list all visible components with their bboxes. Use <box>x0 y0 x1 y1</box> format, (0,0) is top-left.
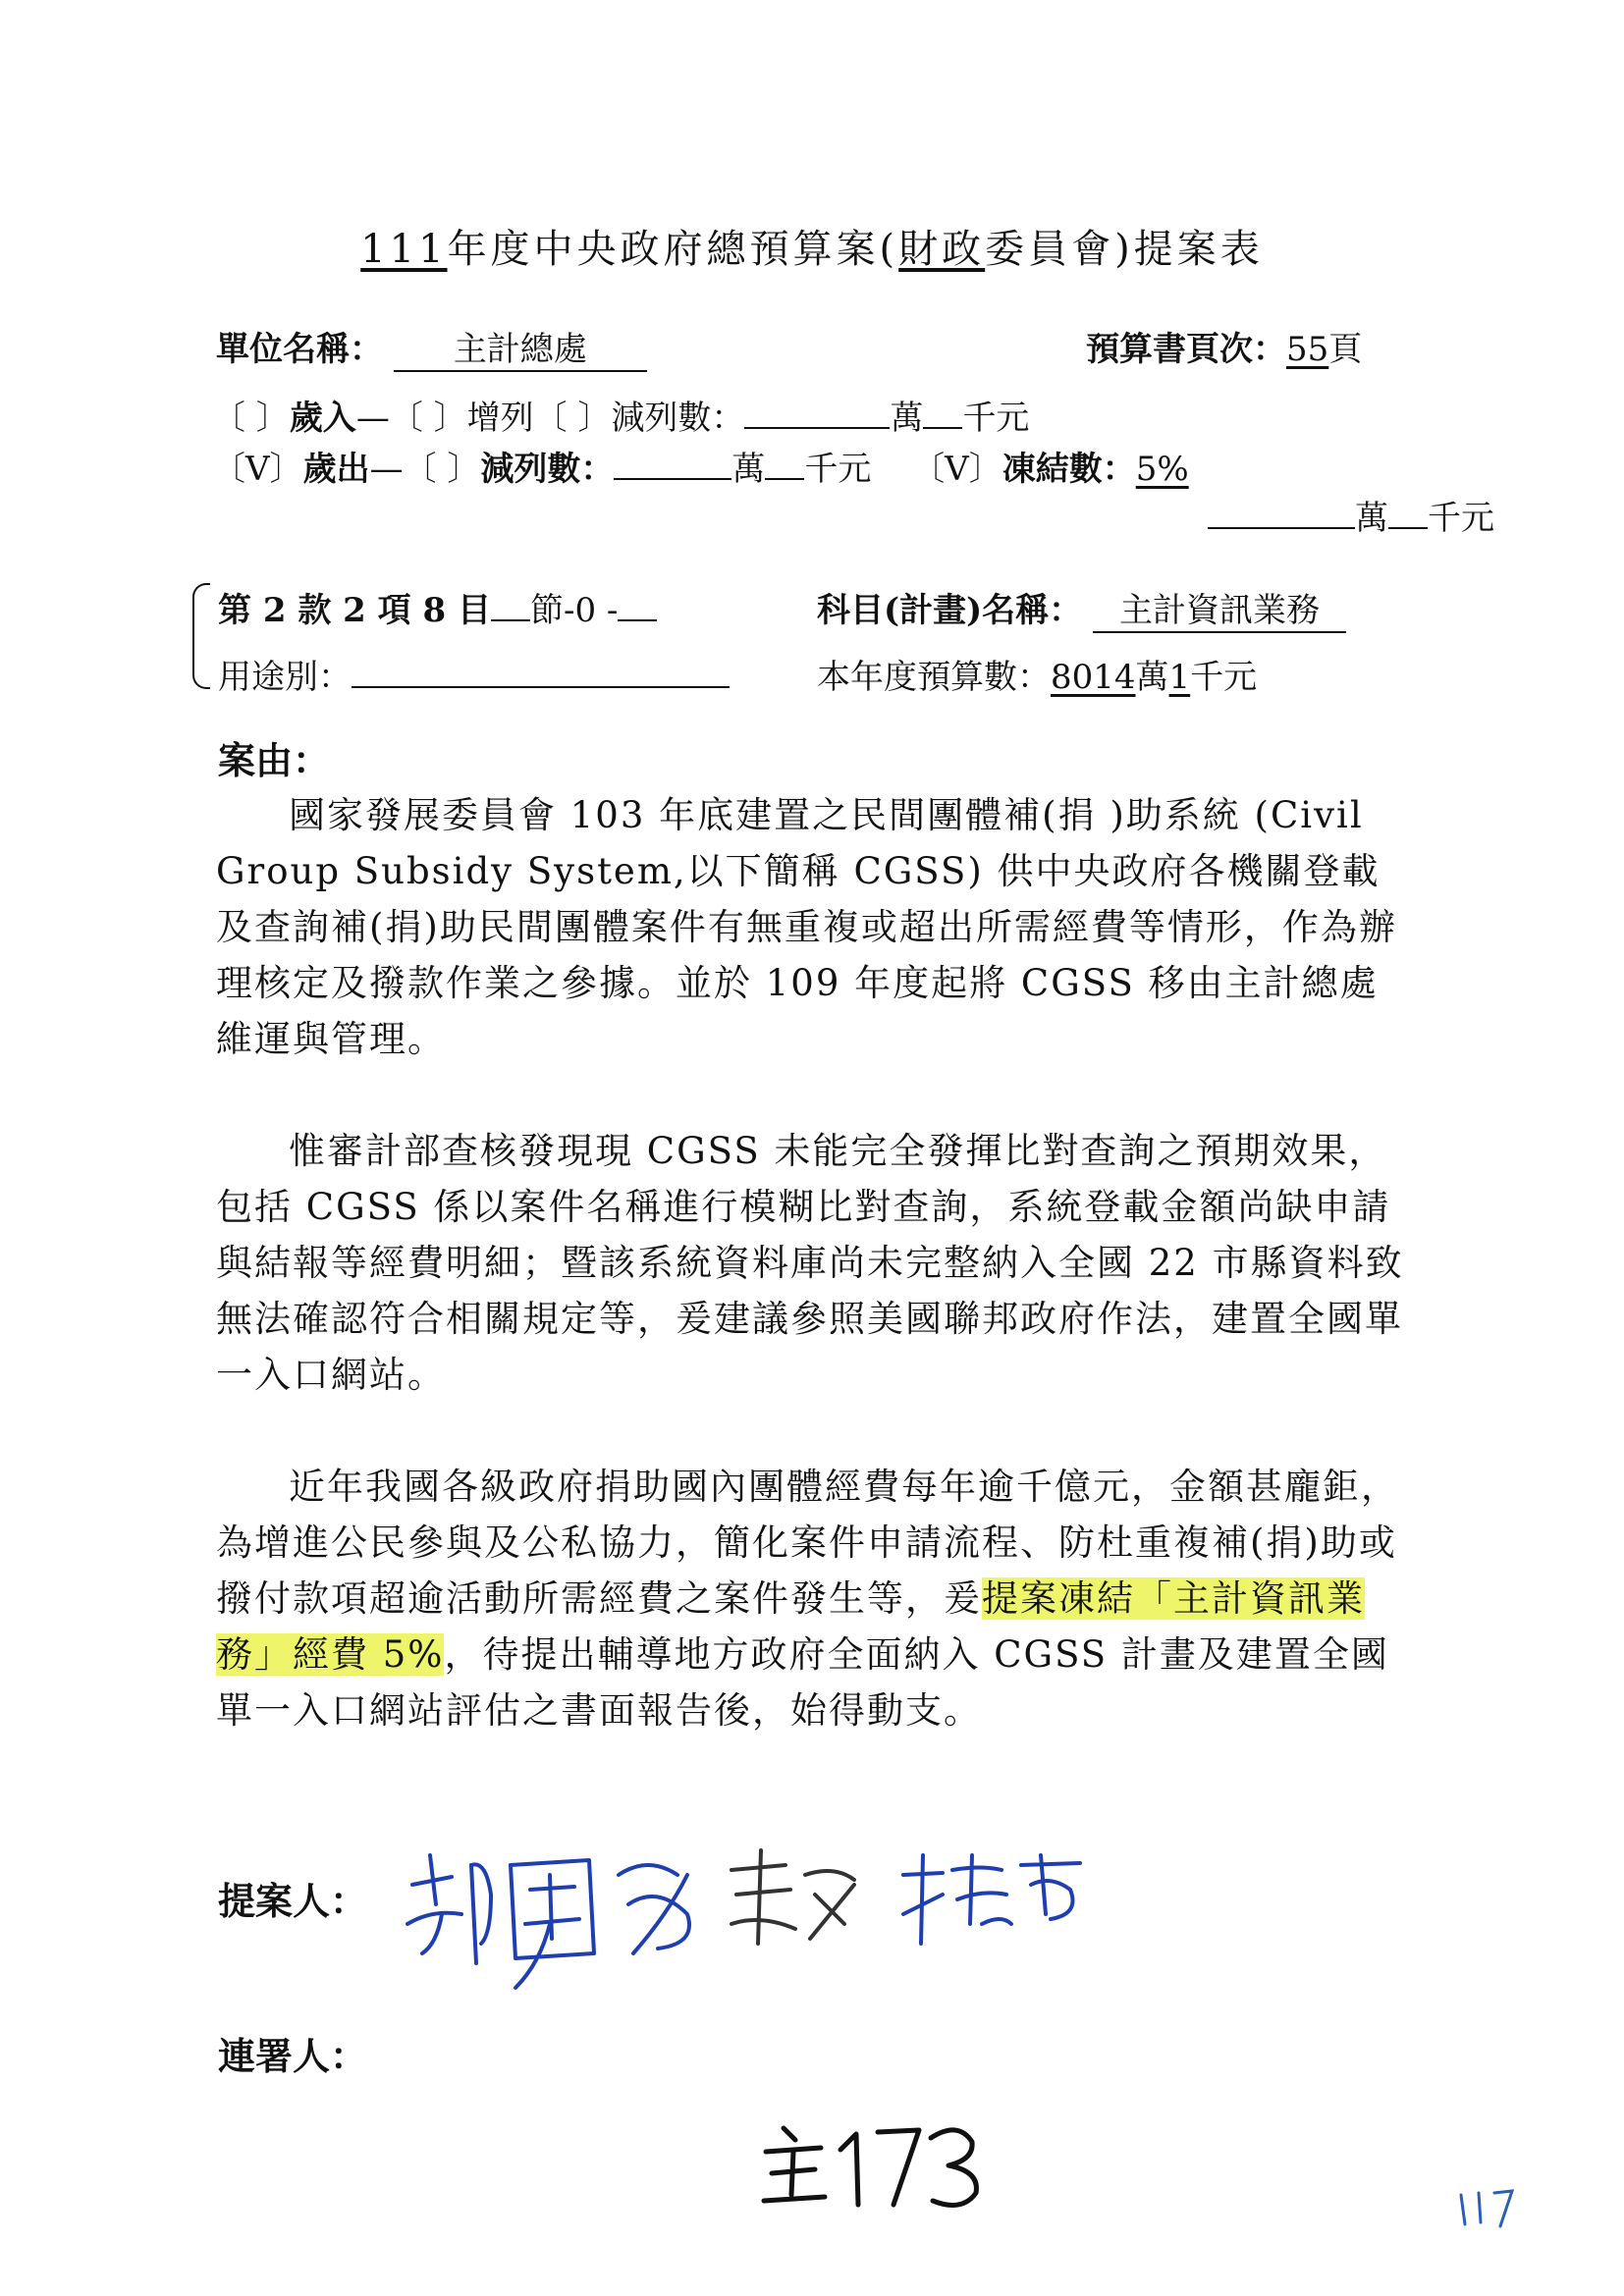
freeze-wan: 萬 <box>1355 499 1388 538</box>
usage-blank[interactable] <box>352 657 730 688</box>
expenditure-label: 歲出 <box>302 450 370 489</box>
expenditure-wan: 萬 <box>731 450 766 489</box>
title-committee: 財政 <box>898 227 986 272</box>
page-number-mark <box>1451 2181 1520 2230</box>
expenditure-dash: — <box>369 450 404 489</box>
item-code: -0 - <box>564 591 619 630</box>
item-jie-blank[interactable] <box>491 590 530 621</box>
expenditure-qian-blank[interactable] <box>765 449 804 480</box>
title-year: 111 <box>360 227 448 272</box>
freeze-qian-blank[interactable] <box>1388 498 1428 529</box>
revenue-qian-blank[interactable] <box>923 398 962 429</box>
item-bracket <box>192 583 210 689</box>
freeze-qian: 千元 <box>1428 499 1494 538</box>
reason-paragraph-3 <box>216 1459 1414 1738</box>
freeze-label: 凍結數： <box>1001 450 1136 489</box>
revenue-inc-check[interactable]: 〔 〕 <box>389 399 467 438</box>
unit-label: 單位名稱： <box>216 330 383 369</box>
budget-wan: 萬 <box>1135 658 1169 697</box>
item-section: 第 2 款 2 項 8 目 <box>218 591 491 630</box>
subject-label: 科目(計畫)名稱： <box>817 591 1083 630</box>
freeze-amount-row <box>1208 491 1494 539</box>
expenditure-dec-label: 減列數： <box>480 450 615 489</box>
page-ref-label: 預算書頁次： <box>1086 330 1286 369</box>
expenditure-dec-check[interactable]: 〔 〕 <box>403 450 481 489</box>
page-ref-suffix: 頁 <box>1328 330 1363 369</box>
expenditure-row <box>212 442 1189 490</box>
cosigner-label: 連署人： <box>218 2034 368 2078</box>
revenue-label: 歲入 <box>289 399 356 438</box>
usage-label: 用途別： <box>218 658 352 697</box>
revenue-check[interactable]: 〔 〕 <box>212 399 290 438</box>
item-section-row <box>218 583 657 631</box>
usage-row <box>218 650 730 698</box>
proposer-label: 提案人： <box>218 1879 368 1923</box>
item-code-blank[interactable] <box>618 590 657 621</box>
budget-row <box>817 650 1257 698</box>
page-ref-value: 55 <box>1286 330 1329 369</box>
budget-label: 本年度預算數： <box>817 658 1051 697</box>
revenue-row <box>212 391 1029 439</box>
subject-row <box>817 583 1346 633</box>
reason-p3-highlight: 提案凍結「主計資訊業務」經費 5% <box>216 1577 1365 1676</box>
item-jie: 節 <box>530 591 564 630</box>
budget-qian: 千元 <box>1190 658 1258 697</box>
title-text: 年度中央政府總預算案( <box>447 227 899 272</box>
revenue-dash: — <box>355 399 390 438</box>
revenue-wan-blank[interactable] <box>744 398 890 429</box>
freeze-value: 5% <box>1135 450 1189 489</box>
revenue-inc-label: 增列 <box>466 399 534 438</box>
budget-wan-value: 8014 <box>1051 658 1136 697</box>
reason-heading: 案由： <box>218 738 331 782</box>
reason-paragraph-1: 國家發展委員會 103 年底建置之民間團體補(捐 )助系統 (Civil Group Subsidy System,以下簡稱 CGSS) 供中央政府各機關登載及查詢補(捐)助民間團體案件有無重複或超出所需經費等情形，作為辦理核定及撥款作業之參據。並於 109 年度起將 CGSS 移由主計總處維運與管理。 <box>216 794 1397 1060</box>
unit-row <box>216 322 647 372</box>
unit-value: 主計總處 <box>394 322 647 372</box>
title-rest: 委員會)提案表 <box>985 227 1264 272</box>
expenditure-wan-blank[interactable] <box>614 449 731 480</box>
expenditure-qian: 千元 <box>804 450 872 489</box>
page-ref-row <box>1086 322 1362 370</box>
reason-paragraph-2: 惟審計部查核發現現 CGSS 未能完全發揮比對查詢之預期效果，包括 CGSS 係以案件名稱進行模糊比對查詢，系統登載金額尚缺申請與結報等經費明細；暨該系統資料庫尚未完整納入全國 22 市縣資料致無法確認符合相關規定等，爰建議參照美國聯邦政府作法，建置全國單一入口網站。 <box>216 1130 1404 1396</box>
budget-qian-value: 1 <box>1168 658 1191 697</box>
subject-value: 主計資訊業務 <box>1093 583 1346 633</box>
freeze-check[interactable]: 〔V〕 <box>911 450 1002 489</box>
reason-p3-part-b: ，待提出輔導地方政府全面納入 CGSS 計畫及建置全國單一入口網站評估之書面報告後，始得動支。 <box>216 1633 1389 1732</box>
proposer-signatures <box>393 1816 1119 2002</box>
revenue-dec-check[interactable]: 〔 〕 <box>533 399 612 438</box>
expenditure-check[interactable]: 〔V〕 <box>212 450 303 489</box>
form-title <box>0 218 1624 274</box>
revenue-qian: 千元 <box>962 399 1030 438</box>
reason-p3-part-a: 近年我國各級政府捐助國內團體經費每年逾千億元，金額甚龐鉅，為增進公民參與及公私協力，簡化案件申請流程、防杜重複補(捐)助或撥付款項超逾活動所需經費之案件發生等，爰 <box>216 1466 1399 1620</box>
freeze-wan-blank[interactable] <box>1208 498 1355 529</box>
handwritten-number-mark <box>754 2110 990 2218</box>
revenue-dec-label: 減列數： <box>611 399 745 438</box>
revenue-wan: 萬 <box>890 399 924 438</box>
